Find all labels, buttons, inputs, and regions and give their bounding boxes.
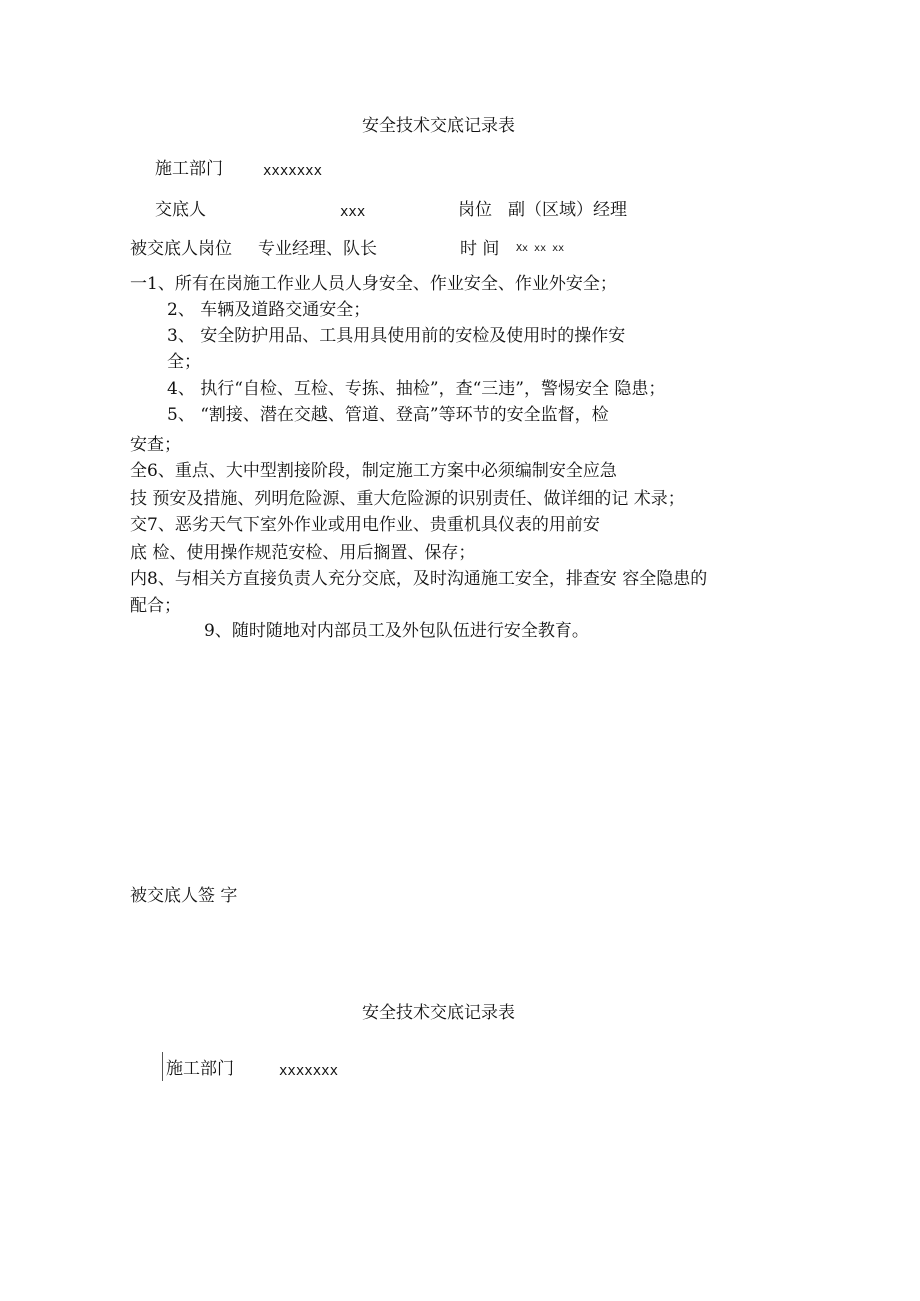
table-border-line — [162, 1052, 163, 1081]
content-line-3: 3、 安全防护用品、工具用具使用前的安检及使用时的操作安 — [167, 326, 626, 346]
content-line-14: 9、随时随地对内部员工及外包队伍进行安全教育。 — [204, 621, 589, 641]
signature-label: 被交底人签 字 — [130, 886, 238, 906]
content-line-7: 安查； — [130, 435, 181, 455]
dept-label-2: 施工部门 — [166, 1059, 234, 1079]
content-line-4: 全； — [167, 352, 201, 372]
dept-value-2: xxxxxxx — [279, 1063, 339, 1079]
receiver-position-label: 被交底人岗位 — [130, 239, 232, 259]
content-line-11: 底 检、使用操作规范安检、用后搁置、保存； — [130, 543, 476, 563]
form-title-2: 安全技术交底记录表 — [362, 1003, 515, 1023]
position-value: 副（区域）经理 — [508, 200, 627, 220]
content-line-8: 全6、重点、大中型割接阶段，制定施工方案中必须编制安全应急 — [130, 461, 617, 481]
content-line-13: 配合； — [130, 596, 181, 616]
time-label: 时 间 — [460, 239, 500, 259]
dept-label: 施工部门 — [155, 159, 223, 179]
form-title: 安全技术交底记录表 — [362, 116, 515, 136]
content-line-9: 技 预安及措施、列明危险源、重大危险源的识别责任、做详细的记 术录； — [130, 489, 685, 509]
discloser-label: 交底人 — [155, 200, 206, 220]
position-label: 岗位 — [458, 200, 492, 220]
content-line-2: 2、 车辆及道路交通安全； — [167, 300, 371, 320]
dept-value: xxxxxxx — [263, 163, 323, 179]
discloser-value: xxx — [340, 204, 366, 220]
content-line-5: 4、 执行“自检、互检、专拣、抽检”，查“三违”，警惕安全 隐患； — [167, 379, 666, 399]
content-line-10: 交7、恶劣天气下室外作业或用电作业、贵重机具仪表的用前安 — [130, 515, 600, 535]
content-line-12: 内8、与相关方直接负责人充分交底，及时沟通施工安全，排查安 容全隐患的 — [130, 569, 708, 589]
content-line-1: 一1、所有在岗施工作业人员人身安全、作业安全、作业外安全； — [130, 274, 617, 294]
time-value: Xx xx xx — [516, 243, 565, 254]
content-line-6: 5、 “割接、潜在交越、管道、登高”等环节的安全监督，检 — [167, 405, 609, 425]
receiver-position-value: 专业经理、队长 — [258, 239, 377, 259]
